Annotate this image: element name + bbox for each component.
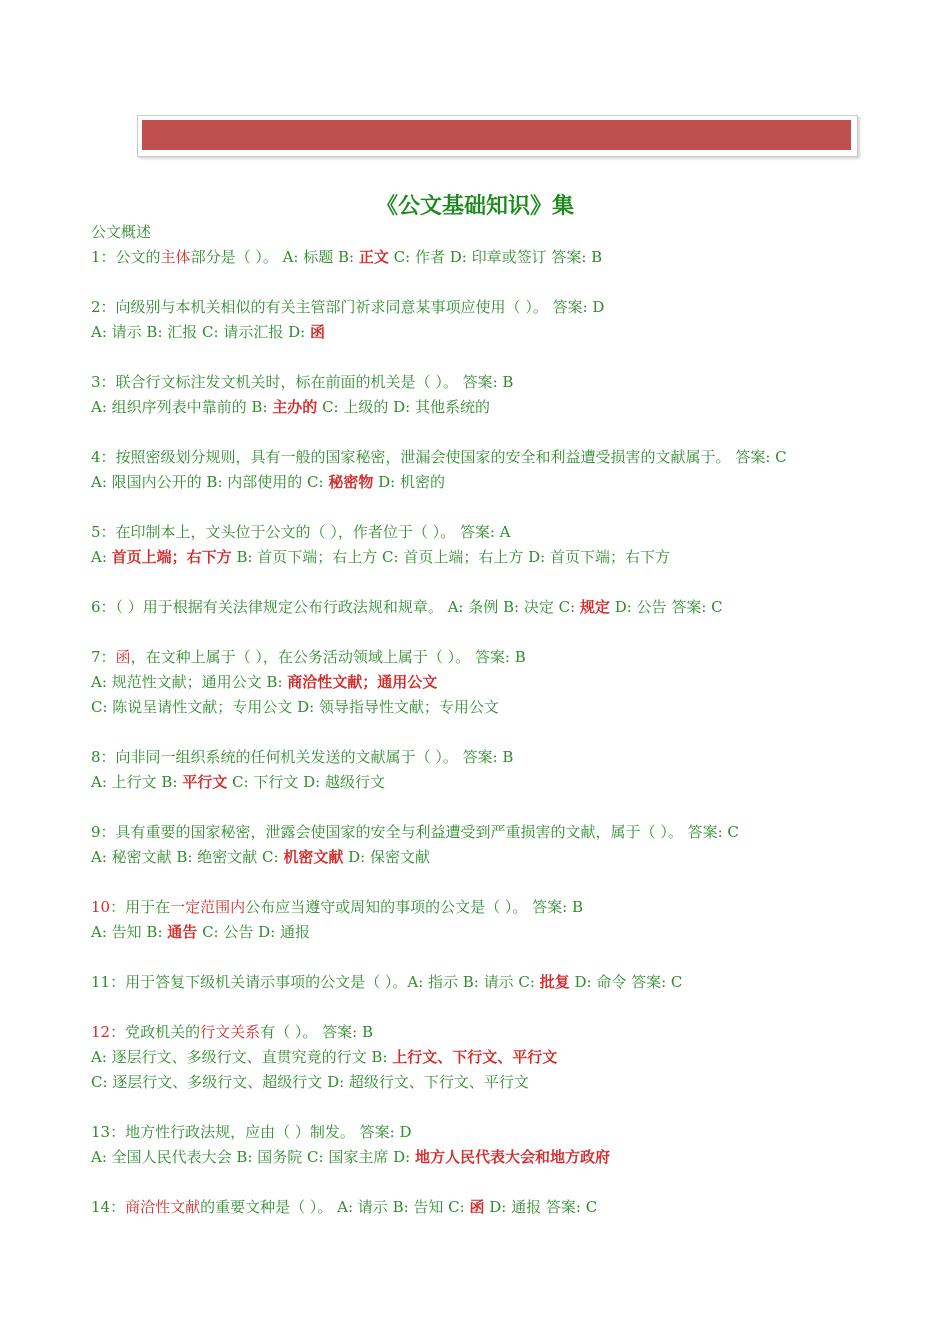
question-text	[91, 1195, 891, 1220]
text-segment: 14：	[91, 1198, 126, 1216]
question-text	[91, 1020, 891, 1045]
answer-highlight: 地方人民代表大会和地方政府	[414, 1148, 610, 1166]
question-list	[91, 220, 891, 1220]
text-segment: 7：	[91, 648, 116, 666]
text-segment: 9：具有重要的国家秘密，泄露会使国家的安全与利益遭受到严重损害的文献，属于（ ）。 答案: C	[91, 823, 739, 841]
text-segment: B: 首页下端；右上方 C: 首页上端；右上方 D: 首页下端；右下方	[231, 548, 670, 566]
header-banner-frame	[137, 115, 858, 157]
spacer	[91, 420, 891, 445]
text-segment: D: 保密文献	[343, 848, 430, 866]
answer-highlight: 上行文、下行文、平行文	[392, 1048, 558, 1066]
question-options	[91, 695, 891, 720]
text-segment: 4：按照密级划分规则，具有一般的国家秘密，泄漏会使国家的安全和利益遭受损害的文献属于。 答案: C	[91, 448, 787, 466]
text-segment: 主体	[160, 248, 191, 266]
text-segment: D: 机密的	[373, 473, 445, 491]
question-text	[91, 820, 891, 845]
text-segment: C: 作者 D: 印章或签订 答案: B	[388, 248, 603, 266]
question-text	[91, 245, 891, 270]
question-options	[91, 545, 891, 570]
text-segment: A: 告知 B:	[91, 923, 168, 941]
answer-highlight: 函	[309, 323, 325, 341]
text-segment: 13：地方性行政法规，应由（ ）制发。 答案: D	[91, 1123, 412, 1141]
text-segment: 一定范围内	[170, 898, 246, 916]
spacer	[91, 570, 891, 595]
spacer	[91, 870, 891, 895]
spacer	[91, 495, 891, 520]
text-segment: A: 秘密文献 B: 绝密文献 C:	[91, 848, 284, 866]
spacer	[91, 620, 891, 645]
text-segment: 2：向级别与本机关相似的有关主管部门祈求同意某事项应使用（ ）。 答案: D	[91, 298, 605, 316]
question-text	[91, 295, 891, 320]
text-segment: A: 组织序列表中靠前的 B:	[91, 398, 273, 416]
question-text	[91, 1120, 891, 1145]
text-segment: 行文关系	[200, 1023, 261, 1041]
question-options	[91, 1145, 891, 1170]
answer-highlight: 平行文	[182, 773, 228, 791]
text-segment: 1：公文的	[91, 248, 161, 266]
text-segment: 11：用于答复下级机关请示事项的公文是（ ）。A: 指示 B: 请示 C:	[91, 973, 540, 991]
answer-highlight: 批复	[539, 973, 570, 991]
text-segment: C: 逐层行文、多级行文、超级行文 D: 超级行文、下行文、平行文	[91, 1073, 529, 1091]
document-title: 《公文基础知识》集	[375, 193, 574, 219]
text-segment: 6：（ ）用于根据有关法律规定公布行政法规和规章。 A: 条例 B: 决定 C:	[91, 598, 580, 616]
answer-highlight: 通告	[167, 923, 198, 941]
question-text	[91, 745, 891, 770]
question-options	[91, 320, 891, 345]
answer-highlight: 函	[469, 1198, 485, 1216]
header-banner	[142, 120, 851, 150]
text-segment: 10	[91, 898, 111, 916]
text-segment: A: 逐层行文、多级行文、直贯究竟的行文 B:	[91, 1048, 393, 1066]
question-options	[91, 920, 891, 945]
text-segment: D: 通报 答案: C	[484, 1198, 598, 1216]
answer-highlight: 商洽性文献；通用公文	[287, 673, 438, 691]
spacer	[91, 945, 891, 970]
question-options	[91, 670, 891, 695]
question-text	[91, 445, 891, 470]
text-segment: 的重要文种是（ ）。 A: 请示 B: 告知 C:	[200, 1198, 470, 1216]
text-segment: A: 全国人民代表大会 B: 国务院 C: 国家主席 D:	[91, 1148, 415, 1166]
spacer	[91, 1170, 891, 1195]
spacer	[91, 1095, 891, 1120]
text-segment: 12	[91, 1023, 111, 1041]
section-heading: 公文概述	[91, 223, 152, 241]
question-options	[91, 1045, 891, 1070]
question-text	[91, 520, 891, 545]
text-segment: 5：在印制本上，文头位于公文的（ ），作者位于（ ）。 答案: A	[91, 523, 511, 541]
question-options	[91, 770, 891, 795]
spacer	[91, 345, 891, 370]
text-segment: C: 下行文 D: 越级行文	[227, 773, 385, 791]
spacer	[91, 270, 891, 295]
question-text	[91, 370, 891, 395]
question-text	[91, 645, 891, 670]
answer-highlight: 规定	[579, 598, 610, 616]
text-segment: 商洽性文献	[125, 1198, 201, 1216]
spacer	[91, 720, 891, 745]
question-text	[91, 895, 891, 920]
text-segment: A: 限国内公开的 B: 内部使用的 C:	[91, 473, 329, 491]
text-segment: 8：向非同一组织系统的任何机关发送的文献属于（ ）。 答案: B	[91, 748, 514, 766]
text-segment: A: 请示 B: 汇报 C: 请示汇报 D:	[91, 323, 310, 341]
text-segment: A: 规范性文献；通用公文 B:	[91, 673, 288, 691]
question-options	[91, 845, 891, 870]
question-options	[91, 395, 891, 420]
text-segment: D: 公告 答案: C	[609, 598, 723, 616]
text-segment: 部分是（ ）。 A: 标题 B:	[190, 248, 359, 266]
spacer	[91, 795, 891, 820]
text-segment: ：用于在	[110, 898, 171, 916]
text-segment: 3：联合行文标注发文机关时，标在前面的机关是（ ）。 答案: B	[91, 373, 514, 391]
text-segment: 函	[115, 648, 131, 666]
text-segment: C: 陈说呈请性文献；专用公文 D: 领导指导性文献；专用公文	[91, 698, 499, 716]
question-text	[91, 595, 891, 620]
text-segment: ，在文种上属于（ ），在公务活动领域上属于（ ）。 答案: B	[130, 648, 526, 666]
answer-highlight: 秘密物	[328, 473, 374, 491]
question-options	[91, 470, 891, 495]
question-text	[91, 970, 891, 995]
text-segment: D: 命令 答案: C	[569, 973, 683, 991]
text-segment: C: 上级的 D: 其他系统的	[317, 398, 490, 416]
answer-highlight: 主办的	[272, 398, 318, 416]
text-segment: C: 公告 D: 通报	[197, 923, 310, 941]
text-segment: 有（ ）。 答案: B	[260, 1023, 374, 1041]
answer-highlight: 首页上端；右下方	[111, 548, 232, 566]
text-segment: 公布应当遵守或周知的事项的公文是（ ）。 答案: B	[245, 898, 584, 916]
answer-highlight: 机密文献	[283, 848, 344, 866]
text-segment: A: 上行文 B:	[91, 773, 183, 791]
spacer	[91, 995, 891, 1020]
question-options	[91, 1070, 891, 1095]
answer-highlight: 正文	[358, 248, 389, 266]
text-segment: ：党政机关的	[110, 1023, 201, 1041]
text-segment: A:	[91, 548, 112, 566]
